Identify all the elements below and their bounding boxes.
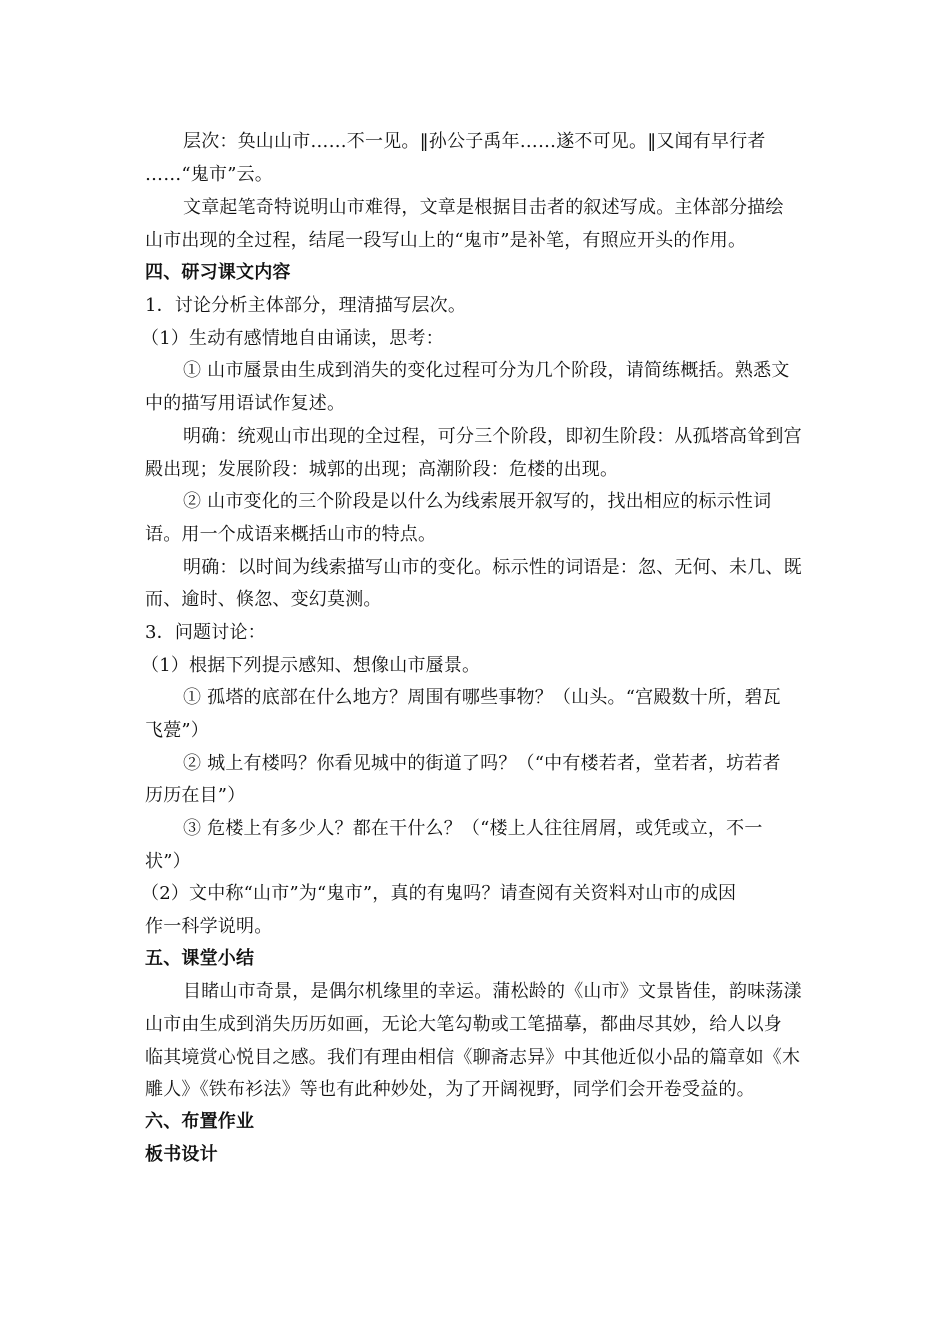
sub-item-3-1: （1）根据下列提示感知、想像山市蜃景。 (141, 655, 481, 676)
list-item-1: 1．讨论分析主体部分，理清描写层次。 (145, 295, 467, 316)
answer-2-cont: 而、逾时、倏忽、变幻莫测。 (145, 589, 382, 610)
question-1-cont: 中的描写用语试作复述。 (145, 393, 346, 414)
sub-item-1: （1）生动有感情地自由诵读，思考： (141, 328, 444, 349)
prompt-3: ③ 危楼上有多少人？都在干什么？（“楼上人往往屑屑，或凭或立，不一 (183, 818, 763, 839)
summary-paragraph: 文章起笔奇特说明山市难得，文章是根据目击者的叙述写成。主体部分描绘 (183, 197, 784, 218)
section-heading-6: 六、布置作业 (145, 1111, 255, 1132)
summary-paragraph-cont: 山市出现的全过程，结尾一段写山上的“鬼市”是补笔，有照应开头的作用。 (145, 230, 747, 251)
conclusion-paragraph-cont: 临其境赏心悦目之感。我们有理由相信《聊斋志异》中其他近似小品的篇章如《木 (145, 1047, 801, 1068)
prompt-3-cont: 状”） (145, 851, 191, 872)
answer-2: 明确：以时间为线索描写山市的变化。标示性的词语是：忽、无何、未几、既 (183, 557, 802, 578)
prompt-2-cont: 历历在目”） (145, 785, 246, 806)
list-item-3: 3．问题讨论： (145, 622, 266, 643)
prompt-1-cont: 飞甍”） (145, 720, 210, 741)
conclusion-paragraph-cont: 雕人》《铁布衫法》等也有此种妙处，为了开阔视野，同学们会开卷受益的。 (145, 1079, 755, 1100)
conclusion-paragraph: 目睹山市奇景，是偶尔机缘里的幸运。蒲松龄的《山市》文景皆佳，韵味荡漾 (183, 981, 802, 1002)
sub-item-3-2: （2）文中称“山市”为“鬼市”，真的有鬼吗？请查阅有关资料对山市的成因 (141, 883, 737, 904)
question-2-cont: 语。用一个成语来概括山市的特点。 (145, 524, 437, 545)
answer-1: 明确：统观山市出现的全过程，可分三个阶段，即初生阶段：从孤塔高耸到宫 (183, 426, 802, 447)
structure-line: 层次：奂山山市……不一见。‖孙公子禹年……遂不可见。‖又闻有早行者 (183, 131, 766, 152)
board-design-heading: 板书设计 (145, 1144, 218, 1165)
answer-1-cont: 殿出现；发展阶段：城郭的出现；高潮阶段：危楼的出现。 (145, 459, 619, 480)
sub-item-3-2-cont: 作一科学说明。 (145, 916, 273, 937)
question-1: ① 山市蜃景由生成到消失的变化过程可分为几个阶段，请简练概括。熟悉文 (183, 360, 790, 381)
question-2: ② 山市变化的三个阶段是以什么为线索展开叙写的，找出相应的标示性词 (183, 491, 772, 512)
section-heading-4: 四、研习课文内容 (145, 262, 291, 283)
conclusion-paragraph-cont: 山市由生成到消失历历如画，无论大笔勾勒或工笔描摹，都曲尽其妙，给人以身 (145, 1014, 782, 1035)
prompt-1: ① 孤塔的底部在什么地方？周围有哪些事物？（山头。“宫殿数十所，碧瓦 (183, 687, 781, 708)
structure-line-cont: ……“鬼市”云。 (145, 164, 274, 185)
prompt-2: ② 城上有楼吗？你看见城中的街道了吗？（“中有楼若者，堂若者，坊若者 (183, 753, 781, 774)
section-heading-5: 五、课堂小结 (145, 948, 255, 969)
